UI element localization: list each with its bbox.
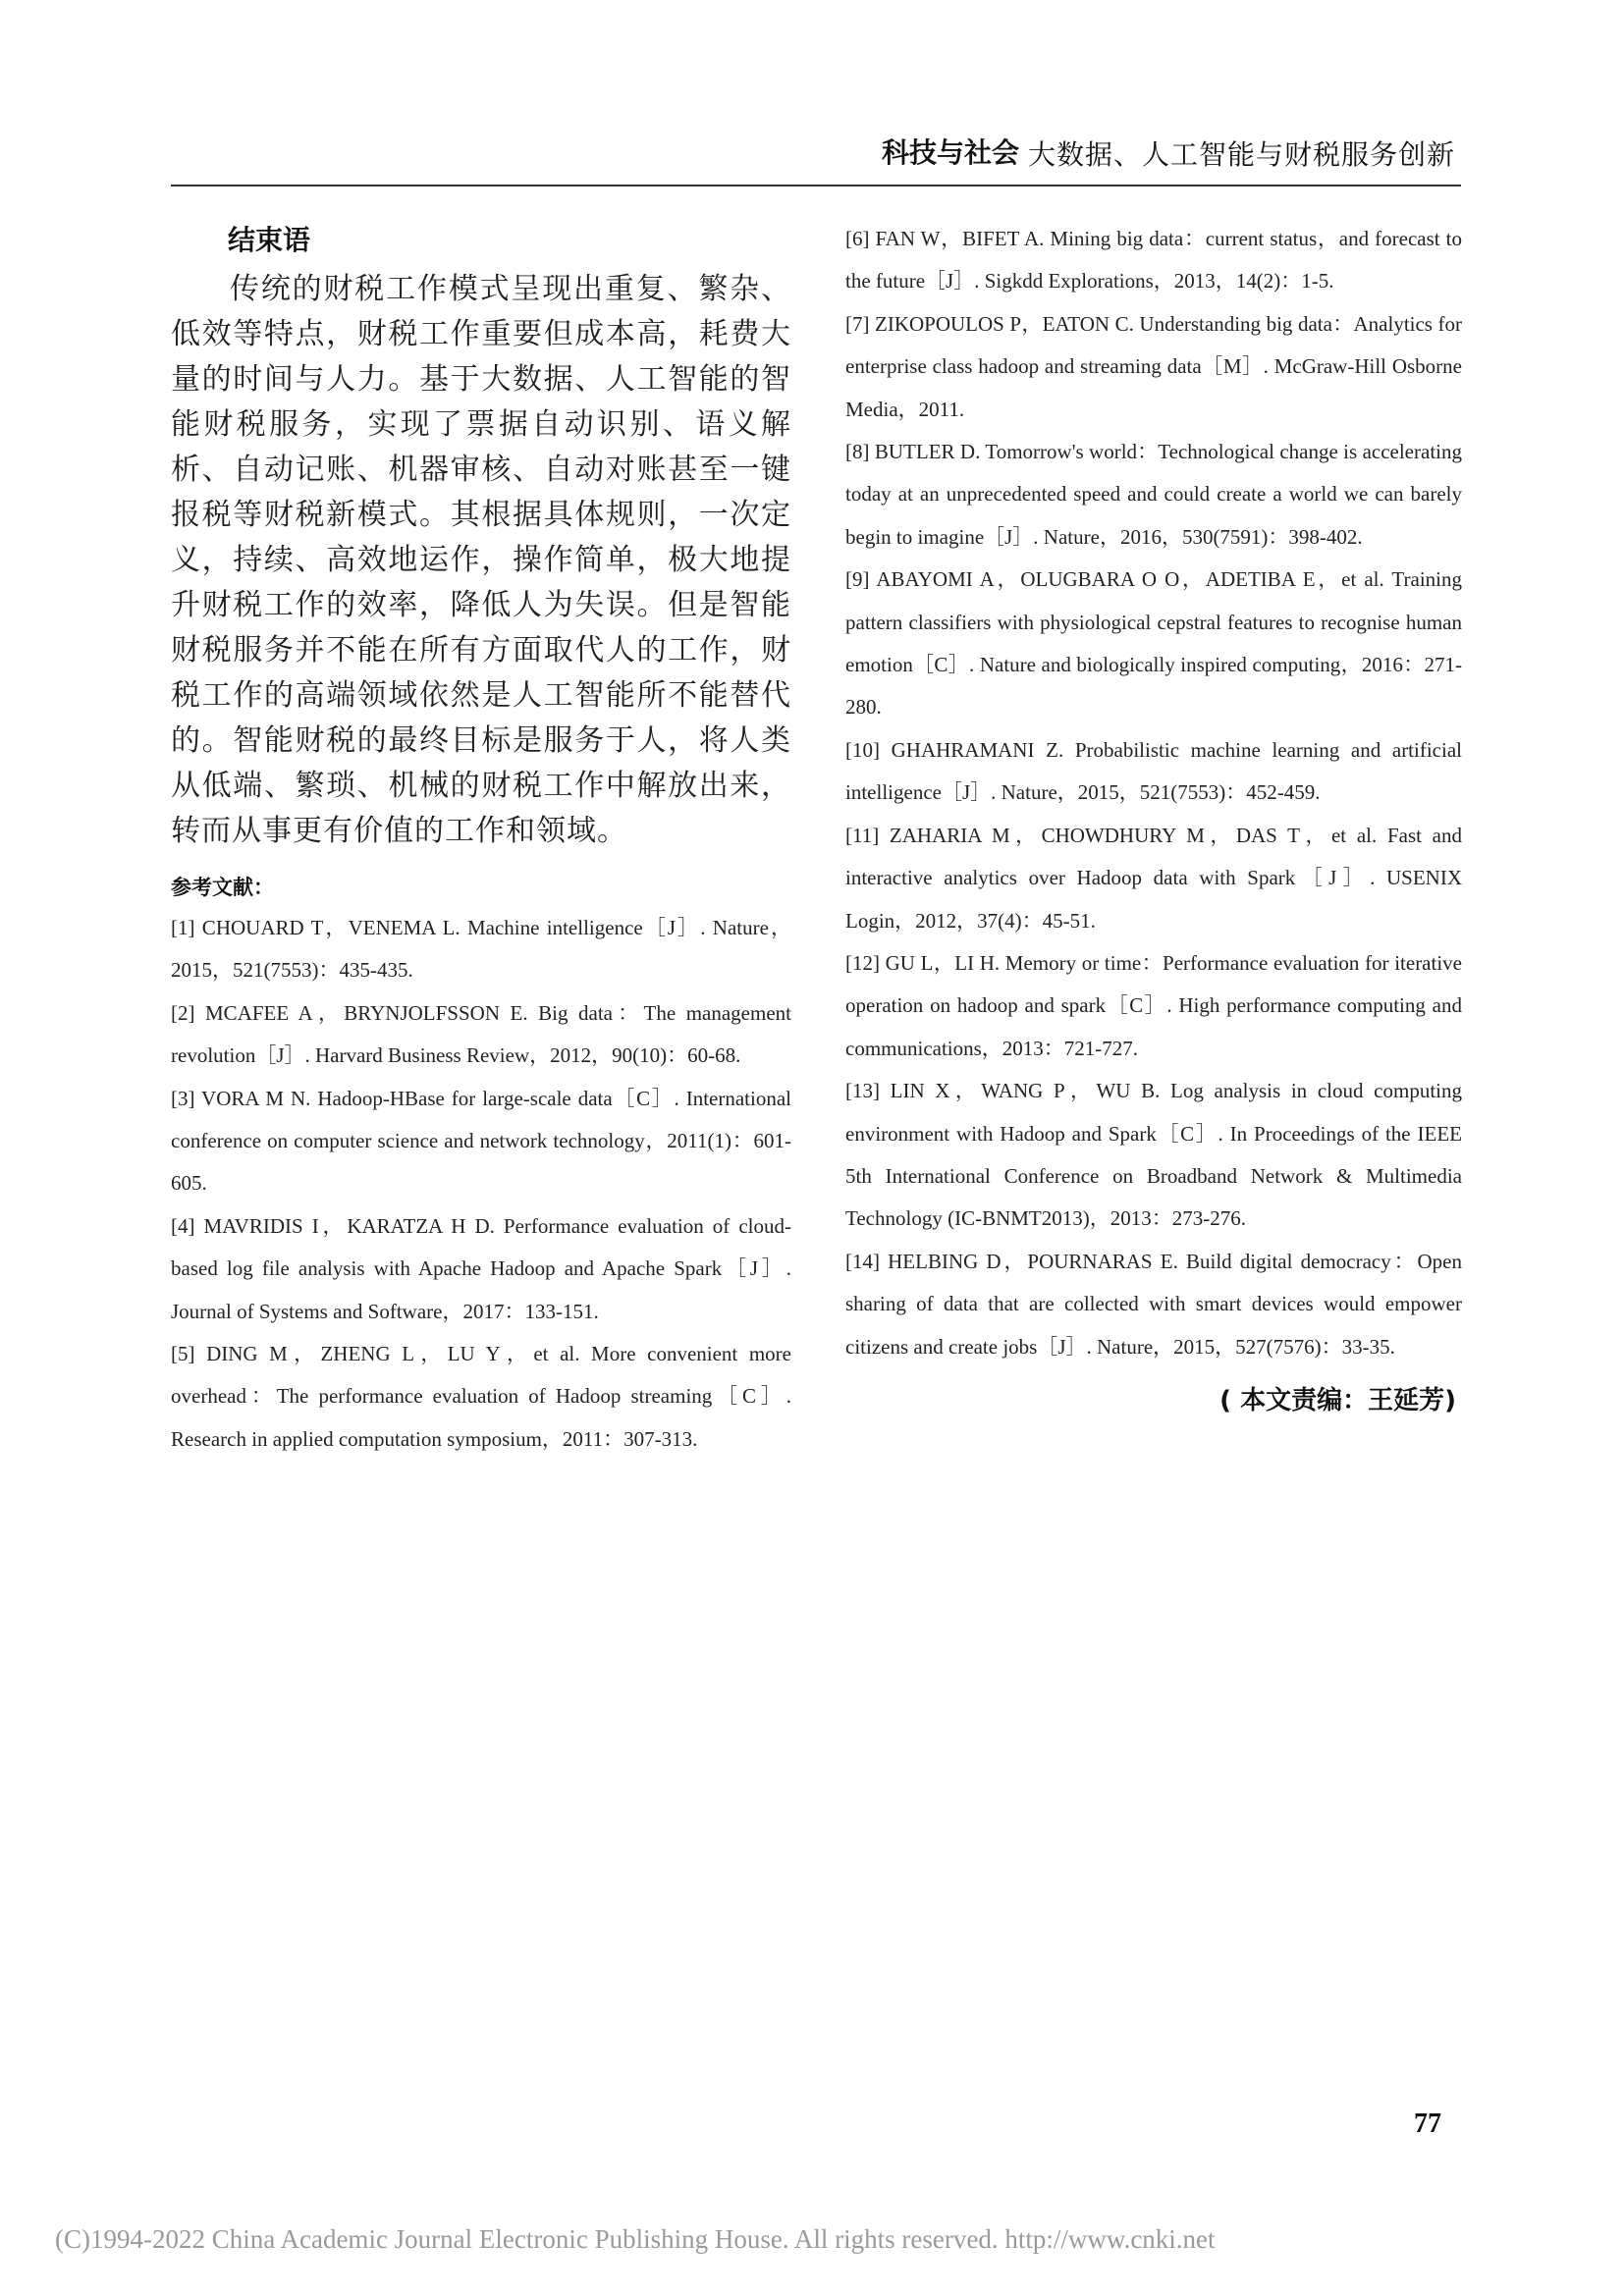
reference-item: [7] ZIKOPOULOS P，EATON C. Understanding big data：Analytics for enterprise class hadoop and streaming data［M］. McGraw-Hill Osborne Media，2011. <box>845 311 1462 421</box>
reference-item: [10] GHAHRAMANI Z. Probabilistic machine learning and artificial intelligence［J］. Nature，2015，521(7553)：452-459. <box>845 737 1462 805</box>
reference-item: [6] FAN W，BIFET A. Mining big data：current status，and forecast to the future［J］. Sigkdd Explorations，2013，14(2)：1-5. <box>845 227 1462 294</box>
reference-item: [14] HELBING D，POURNARAS E. Build digital democracy：Open sharing of data that are collected with smart devices would empower citizens and create jobs［J］. Nature，2015，527(7576)：33-35. <box>845 1249 1462 1359</box>
page-number: 77 <box>1414 2109 1441 2139</box>
conclusion-paragraph: 传统的财税工作模式呈现出重复、繁杂、低效等特点，财税工作重要但成本高，耗费大量的时间与人力。基于大数据、人工智能的智能财税服务，实现了票据自动识别、语义解析、自动记账、机器审核、自动对账甚至一键报税等财税新模式。其根据具体规则，一次定义，持续、高效地运作，操作简单，极大地提升财税工作的效率，降低人为失误。但是智能财税服务并不能在所有方面取代人的工作，财税工作的高端领域依然是人工智能所不能替代的。智能财税的最终目标是服务于人，将人类从低端、繁琐、机械的财税工作中解放出来，转而从事更有价值的工作和领域。 <box>171 272 791 848</box>
reference-item: [1] CHOUARD T，VENEMA L. Machine intelligence［J］. Nature，2015，521(7553)：435-435. <box>171 916 791 983</box>
reference-item: [3] VORA M N. Hadoop-HBase for large-scale data［C］. International conference on computer science and network technology，2011(1)：601-605. <box>171 1086 791 1196</box>
reference-item: [9] ABAYOMI A，OLUGBARA O O，ADETIBA E，et al. Training pattern classifiers with physiological cepstral features to recognise human emotion［C］. Nature and biologically inspired computing，2016：271-280. <box>845 567 1462 720</box>
reference-item: [8] BUTLER D. Tomorrow's world：Technological change is accelerating today at an unprecedented speed and could create a world we can barely begin to imagine［J］. Nature，2016，530(7591)：398-402. <box>845 440 1462 549</box>
conclusion-heading: 结束语 <box>228 224 311 256</box>
references-list-right <box>845 218 1462 1368</box>
reference-item: [4] MAVRIDIS I，KARATZA H D. Performance evaluation of cloud-based log file analysis with Apache Hadoop and Apache Spark［J］. Journal of Systems and Software，2017：133-151. <box>171 1213 791 1323</box>
reference-item: [11] ZAHARIA M，CHOWDHURY M，DAS T，et al. Fast and interactive analytics over Hadoop data with Spark［J］. USENIX Login，2012，37(4)：45-51. <box>845 823 1462 933</box>
reference-item: [13] LIN X，WANG P，WU B. Log analysis in cloud computing environment with Hadoop and Spark［C］. In Proceedings of the IEEE 5th International Conference on Broadband Network & Multimedia Technology (IC-BNMT2013)，2013：273-276. <box>845 1079 1462 1231</box>
references-heading: 参考文献： <box>171 876 274 899</box>
editor-note: ( 本文责编：王延芳) <box>1219 1385 1456 1415</box>
running-header <box>171 122 1461 187</box>
reference-item: [2] MCAFEE A，BRYNJOLFSSON E. Big data：The management revolution［J］. Harvard Business Review，2012，90(10)：60-68. <box>171 1000 791 1068</box>
header-title: 大数据、人工智能与财税服务创新 <box>1027 138 1455 171</box>
header-section: 科技与社会 <box>881 136 1019 169</box>
reference-item: [5] DING M，ZHENG L，LU Y，et al. More convenient more overhead：The performance evaluation of Hadoop streaming［C］. Research in applied computation symposium，2011：307-313. <box>171 1342 791 1451</box>
left-column <box>171 218 791 1461</box>
references-list-left <box>171 907 791 1461</box>
copyright-footer: (C)1994-2022 China Academic Journal Electronic Publishing House. All rights reserved. http://www.cnki.net <box>55 2224 1216 2254</box>
reference-item: [12] GU L，LI H. Memory or time：Performance evaluation for iterative operation on hadoop and spark［C］. High performance computing and communications，2013：721-727. <box>845 950 1462 1060</box>
right-column <box>845 218 1462 1423</box>
